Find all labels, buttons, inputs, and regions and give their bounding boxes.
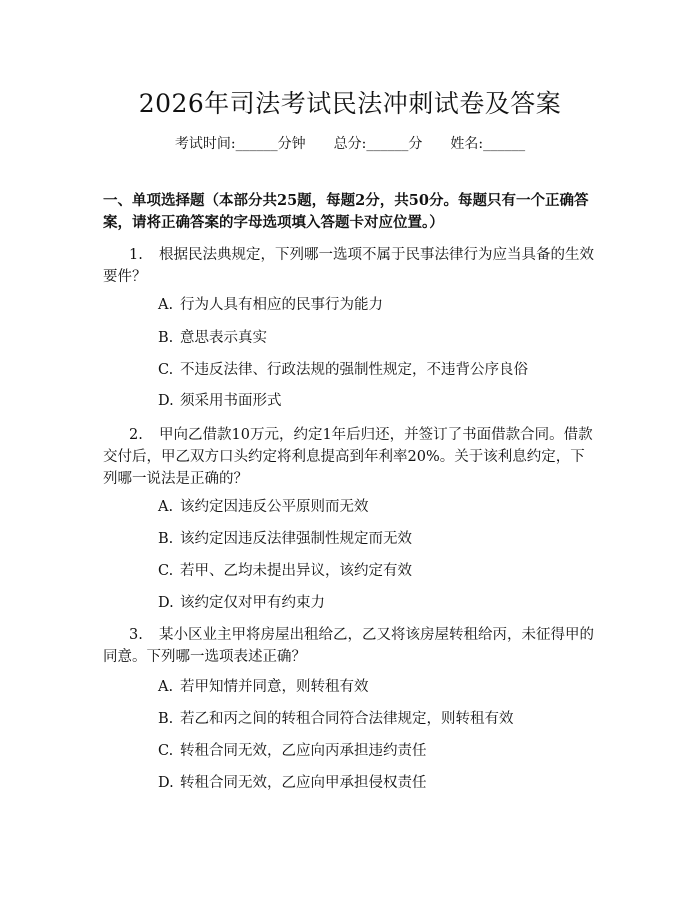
option [158,772,427,794]
option-text: 转租合同无效，乙应向丙承担违约责任 [180,743,427,759]
score-unit: 分 [408,136,423,152]
option-letter: C. [158,563,174,579]
question-text: 根据民法典规定，下列哪一选项不属于民事法律行为应当具备的生效要件？ [103,247,594,285]
option-letter: A. [158,297,174,313]
exam-title: 2026年司法考试民法冲刺试卷及答案 [138,89,562,118]
option-letter: A. [158,679,174,695]
question-text: 某小区业主甲将房屋出租给乙，乙又将该房屋转租给丙，未征得甲的同意。下列哪一选项表述正确？ [103,627,594,665]
option [158,496,369,518]
option-letter: C. [158,743,174,759]
option [158,740,427,762]
question-number: 2. [129,427,143,443]
question-stem [103,624,597,668]
name-blank: ______ [483,136,526,152]
option-letter: C. [158,362,174,378]
score-label: 总分: [333,136,367,152]
option-letter: D. [158,595,174,611]
option-text: 不违反法律、行政法规的强制性规定，不违背公序良俗 [180,362,528,378]
option-text: 若甲知情并同意，则转租有效 [180,679,369,695]
option [158,327,267,349]
question-number: 1. [129,247,143,263]
time-label: 考试时间: [174,136,236,152]
exam-meta-line [0,133,700,153]
question-text: 甲向乙借款10万元，约定1年后归还，并签订了书面借款合同。借款交付后，甲乙双方口头约定将利息提高到年利率20%。关于该利息约定，下列哪一说法是正确的？ [103,427,593,487]
option-letter: A. [158,499,174,515]
option-letter: D. [158,393,174,409]
option-letter: B. [158,330,174,346]
time-unit: 分钟 [277,136,306,152]
option [158,676,369,698]
option-text: 意思表示真实 [180,330,267,346]
option [158,592,325,614]
option-letter: B. [158,531,174,547]
option-text: 若甲、乙均未提出异议，该约定有效 [180,563,412,579]
question-stem [103,244,597,288]
option [158,294,383,316]
section-heading: 一、单项选择题（本部分共25题，每题2分，共50分。每题只有一个正确答案，请将正确答案的字母选项填入答题卡对应位置。） [103,192,589,231]
option [158,560,412,582]
option [158,528,412,550]
name-label: 姓名: [450,136,484,152]
option [158,390,282,412]
score-blank: ______ [366,136,409,152]
option-text: 若乙和丙之间的转租合同符合法律规定，则转租有效 [180,711,514,727]
option-text: 转租合同无效，乙应向甲承担侵权责任 [180,775,427,791]
option-letter: D. [158,775,174,791]
option-text: 该约定仅对甲有约束力 [180,595,325,611]
question-number: 3. [129,627,143,643]
option-text: 该约定因违反法律强制性规定而无效 [180,531,412,547]
option [158,708,514,730]
option-text: 行为人具有相应的民事行为能力 [180,297,383,313]
option [158,359,528,381]
question-stem [103,424,597,490]
option-letter: B. [158,711,174,727]
option-text: 须采用书面形式 [180,393,282,409]
option-text: 该约定因违反公平原则而无效 [180,499,369,515]
time-blank: ______ [235,136,278,152]
